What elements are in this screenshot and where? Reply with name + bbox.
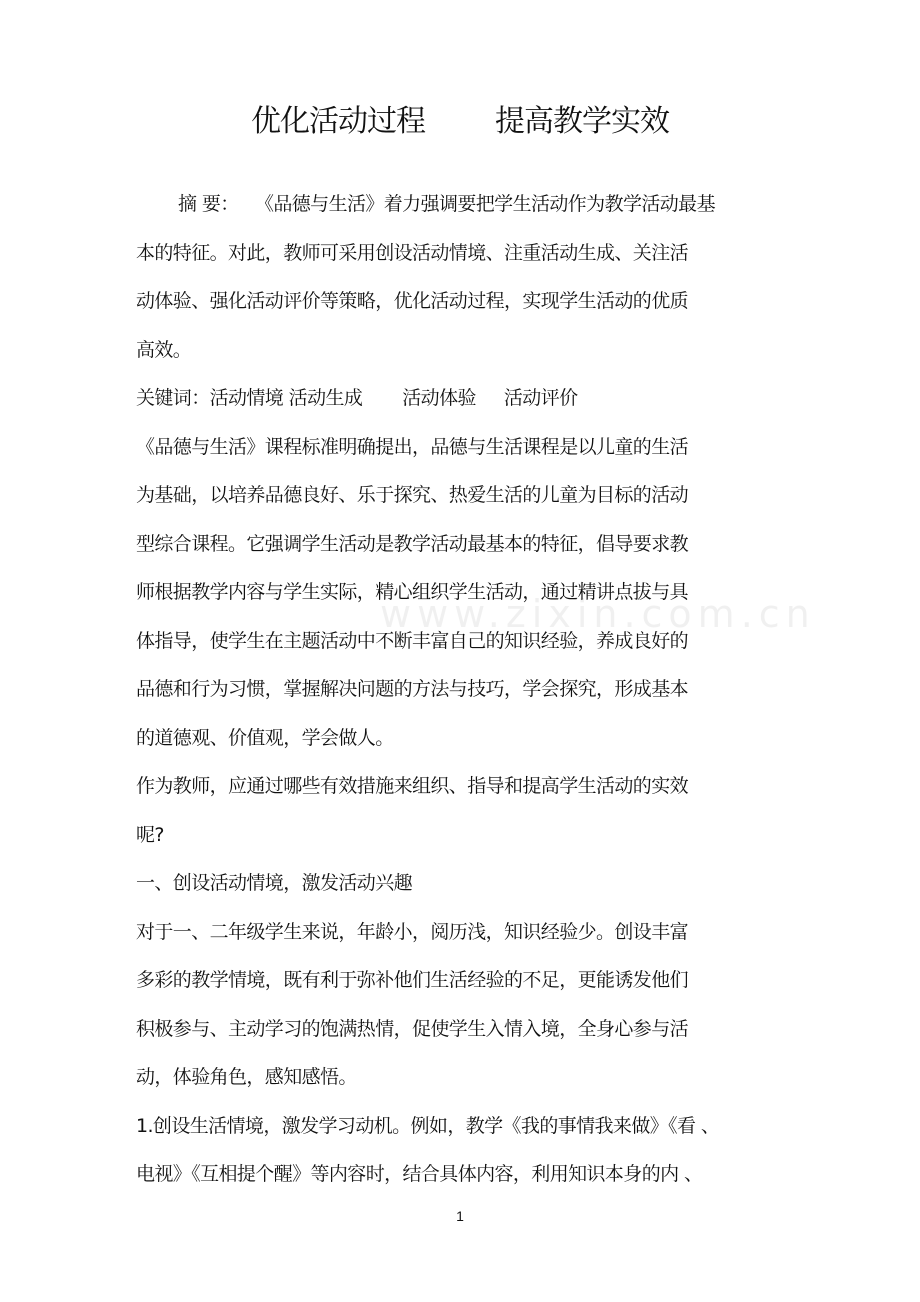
paragraph-line: 体指导，使学生在主题活动中不断丰富自己的知识经验，养成良好的 (136, 629, 689, 652)
abstract-label: 摘 要： (178, 193, 239, 215)
paragraph-line: 呢? (136, 823, 164, 846)
abstract-line (136, 180, 736, 229)
paragraph-line: 《品德与生活》课程标准明确提出，品德与生活课程是以儿童的生活 (136, 435, 689, 458)
abstract-text: 《品德与生活》着力强调要把学生活动作为教学活动最基 (254, 193, 715, 215)
paragraph-line: 品德和行为习惯，掌握解决问题的方法与技巧，学会探究，形成基本 (136, 678, 689, 700)
abstract-line: 高效。 (136, 338, 192, 361)
keyword: 活动评价 (503, 387, 578, 409)
paragraph-line: 的道德观、价值观，学会做人。 (136, 726, 394, 749)
abstract-line: 本的特征。对此，教师可采用创设活动情境、注重活动生成、关注活 (136, 241, 689, 264)
paragraph-line: 对于一、二年级学生来说，年龄小，阅历浅，知识经验少。创设丰富 (136, 920, 689, 943)
section-heading: 一、创设活动情境，激发活动兴趣 (136, 872, 413, 894)
keyword: 活动体验 (402, 387, 476, 409)
document-body (136, 180, 736, 1199)
paragraph-line: 积极参与、主动学习的饱满热情，促使学生入情入境，全身心参与活 (136, 1017, 689, 1040)
keywords-line (136, 374, 736, 423)
keyword: 活动生成 (288, 387, 363, 409)
paragraph-line: 多彩的教学情境，既有利于弥补他们生活经验的不足，更能诱发他们 (136, 969, 689, 991)
page-number: 1 (456, 1208, 464, 1224)
keywords-label: 关键词： (136, 387, 210, 409)
watermark: www.zixin.com.cn (380, 592, 816, 636)
keyword: 活动情境 (209, 387, 284, 409)
paragraph-line: 为基础，以培养品德良好、乐于探究、热爱生活的儿童为目标的活动 (136, 484, 689, 506)
paragraph-line: 1.创设生活情境，激发学习动机。例如，教学《我的事情我来做》《看 、 (136, 1114, 720, 1137)
paragraph-line: 动，体验角色，感知感悟。 (136, 1066, 357, 1088)
abstract-line: 动体验、强化活动评价等策略，优化活动过程，实现学生活动的优质 (136, 290, 689, 312)
paragraph-line: 作为教师，应通过哪些有效措施来组织、指导和提高学生活动的实效 (136, 775, 689, 797)
paragraph-line: 师根据教学内容与学生实际，精心组织学生活动，通过精讲点拔与具 (136, 581, 689, 603)
document-title (0, 96, 920, 140)
title-part-1: 优化活动过程 (251, 104, 425, 139)
title-part-2: 提高教学实效 (495, 104, 669, 139)
paragraph-line: 型综合课程。它强调学生活动是教学活动最基本的特征，倡导要求教 (136, 532, 689, 555)
paragraph-line: 电视》《互相提个醒》等内容时，结合具体内容，利用知识本身的内 、 (136, 1163, 703, 1185)
